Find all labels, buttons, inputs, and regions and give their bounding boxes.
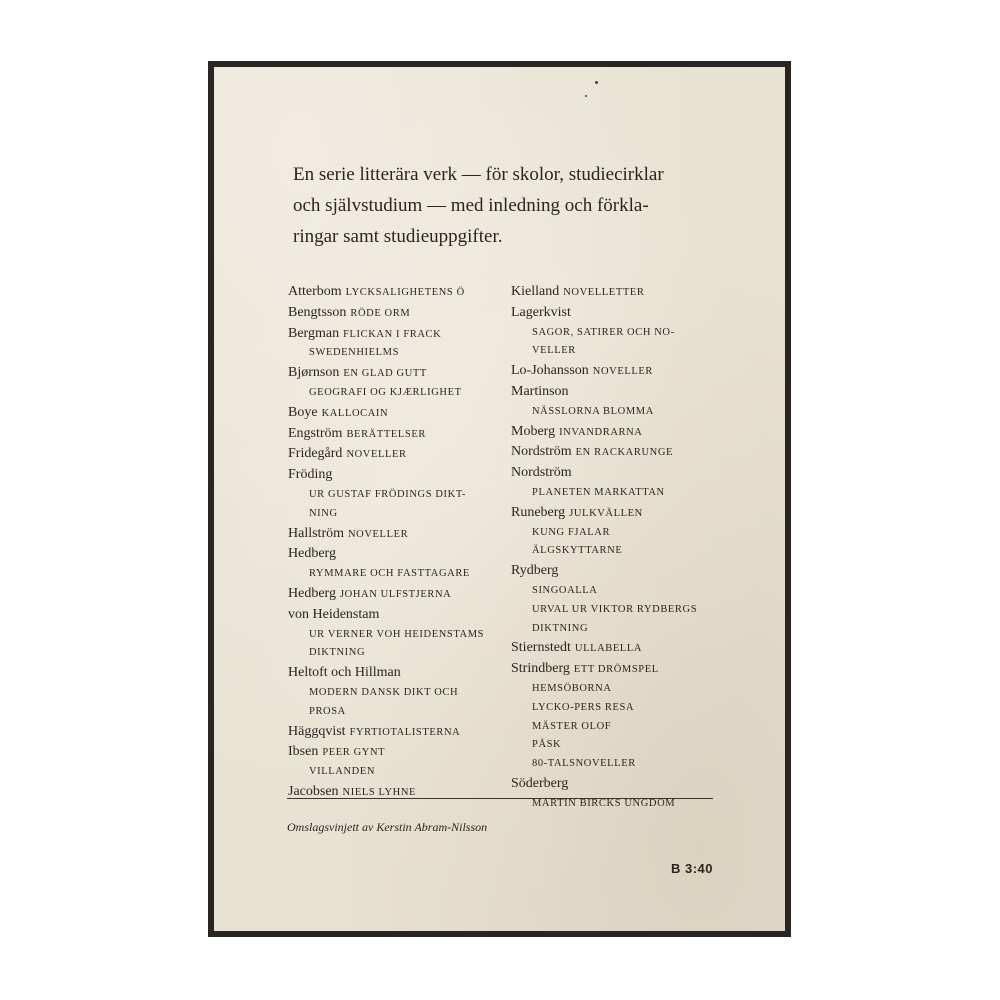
author-name: Kielland [511,284,560,299]
entry-first-line [288,444,503,463]
entry-first-line [511,774,726,793]
entry-first-line [288,544,503,563]
author-name: Atterbom [288,284,342,299]
entry-continuation-line [288,642,503,661]
catalog-left-column [288,282,503,803]
entry-first-line [288,605,503,624]
work-title: LYCKO-PERS RESA [532,701,635,713]
author-name: Jacobsen [288,783,339,799]
author-name: Söderberg [511,775,569,791]
catalog-entry [511,638,726,657]
entry-first-line [288,465,503,484]
catalog-entry [288,584,503,603]
work-title: MARTIN BIRCKS UNGDOM [532,797,676,809]
entry-first-line [288,324,503,343]
entry-first-line [511,361,726,380]
entry-first-line [511,561,726,580]
entry-continuation-line [288,761,503,780]
entry-continuation-line [511,580,726,599]
entry-first-line [288,303,503,322]
author-name: Hedberg [288,546,336,562]
author-name: Runeberg [511,504,566,520]
work-title: LYCKSALIGHETENS Ö [345,287,465,298]
catalog-entry [288,363,503,401]
cover-credit: Omslagsvinjett av Kerstin Abram-Nilsson [287,820,488,834]
work-title: VELLER [532,345,576,357]
author-name: Strindberg [511,661,570,677]
work-title: NOVELLER [592,366,653,378]
author-name: Lo-Johansson [511,363,589,379]
entry-continuation-line [288,382,503,401]
catalog-right-column [511,282,726,814]
catalog-entry [288,663,503,719]
entry-continuation-line [511,482,726,501]
work-title: NOVELLER [346,449,407,461]
catalog-entry [288,605,503,661]
entry-continuation-line [511,697,726,716]
work-title: SWEDENHIELMS [309,347,400,359]
author-name: Boye [288,404,318,420]
work-title: NÄSSLORNA BLOMMA [532,405,654,417]
work-title: ETT DRÖMSPEL [573,664,659,676]
work-title: RÖDE ORM [350,307,411,319]
work-title: INVANDRARNA [559,426,643,438]
work-title: EN GLAD GUTT [343,368,427,380]
entry-continuation-line [511,618,726,637]
entry-continuation-line [511,716,726,735]
work-title: EN RACKARUNGE [575,447,674,459]
catalog-entry [288,722,503,741]
author-name: Ibsen [288,744,319,760]
catalog-entry [288,742,503,780]
series-description [293,159,713,252]
author-name: Stiernstedt [511,640,571,656]
work-title: URVAL UR VIKTOR RYDBERGS [532,603,698,615]
entry-first-line [511,442,726,461]
catalog-entry [288,282,503,301]
entry-first-line [288,363,503,382]
paper-speck [585,95,587,97]
entry-continuation-line [511,401,726,420]
catalog-entry [288,424,503,443]
entry-continuation-line [511,793,726,812]
entry-first-line [288,524,503,543]
divider-rule [287,798,713,799]
work-title: RYMMARE OCH FASTTAGARE [309,568,470,580]
entry-first-line [288,742,503,761]
work-title: VILLANDEN [309,766,376,778]
work-title: 80-TALSNOVELLER [532,758,636,770]
work-title: UR VERNER VOH HEIDENSTAMS [309,628,485,640]
catalog-entry [511,503,726,559]
description-line: ringar samt studieuppgifter. [293,226,503,247]
work-title: ULLABELLA [574,643,643,655]
entry-first-line [288,584,503,603]
entry-continuation-line [288,484,503,503]
entry-continuation-line [288,563,503,582]
catalog-entry [288,303,503,322]
author-name: Martinson [511,383,569,399]
entry-first-line [511,638,726,657]
work-title: HEMSÖBORNA [532,682,612,694]
author-name: Nordström [511,465,572,481]
entry-continuation-line [511,734,726,753]
work-title: NOVELLETTER [563,287,645,298]
catalog-entry [511,774,726,812]
entry-continuation-line [511,599,726,618]
catalog-entry [511,442,726,461]
entry-first-line [288,663,503,682]
back-cover-page [214,67,785,931]
work-title: SINGOALLA [532,584,598,596]
catalog-entry [511,463,726,501]
entry-first-line [511,282,726,301]
work-title: UR GUSTAF FRÖDINGS DIKT- [309,488,466,500]
work-title: ÄLGSKYTTARNE [532,545,623,557]
description-line: En serie litterära verk — för skolor, studiecirklar [293,164,664,185]
entry-first-line [288,403,503,422]
entry-first-line [511,503,726,522]
work-title: JOHAN ULFSTJERNA [339,588,452,600]
work-title: SAGOR, SATIRER OCH NO- [532,326,675,338]
work-title: MODERN DANSK DIKT OCH [309,686,459,698]
entry-first-line [511,303,726,322]
work-title: NING [309,507,338,519]
author-name: Fridegård [288,446,343,462]
work-title: PROSA [309,705,346,717]
author-name: Rydberg [511,563,559,579]
author-name: Bergman [288,325,340,341]
author-name: Nordström [511,444,572,460]
entry-continuation-line [511,678,726,697]
work-title: KUNG FJALAR [532,526,611,538]
work-title: GEOGRAFI OG KJÆRLIGHET [309,386,462,398]
author-name: Hallström [288,525,344,541]
entry-continuation-line [288,503,503,522]
catalog-entry [511,659,726,772]
work-title: PLANETEN MARKATTAN [532,486,665,498]
description-line: och självstudium — med inledning och förkla- [293,195,649,216]
catalog-entry [511,282,726,301]
catalog-entry [511,303,726,359]
catalog-entry [288,544,503,582]
author-name: Häggqvist [288,723,346,739]
work-title: KALLOCAIN [321,407,389,419]
work-title: PÅSK [532,739,562,751]
author-name: Moberg [511,423,556,439]
entry-continuation-line [511,753,726,772]
entry-continuation-line [288,682,503,701]
work-title: JULKVÄLLEN [569,507,643,519]
catalog-entry [511,361,726,380]
entry-continuation-line [288,701,503,720]
work-title: FYRTIOTALISTERNA [349,726,461,738]
author-name: Heltoft och Hillman [288,665,401,681]
catalog-entry [511,382,726,420]
work-title: DIKTNING [309,647,366,659]
work-title: NIELS LYHNE [342,786,417,798]
entry-first-line [288,424,503,443]
paper-speck [595,81,598,84]
entry-continuation-line [288,624,503,643]
author-name: Engström [288,425,343,441]
catalog-entry [288,524,503,543]
work-title: FLICKAN I FRACK [343,328,442,340]
catalog-entry [288,444,503,463]
entry-continuation-line [511,340,726,359]
catalog-entry [288,324,503,362]
entry-first-line [511,659,726,678]
author-name: Lagerkvist [511,304,571,320]
author-name: Bjørnson [288,365,340,381]
work-title: PEER GYNT [322,747,386,759]
catalog-code: B 3:40 [671,861,714,876]
catalog-entry [288,465,503,521]
entry-continuation-line [511,522,726,541]
entry-first-line [511,382,726,401]
entry-first-line [511,422,726,441]
catalog-entry [288,403,503,422]
entry-continuation-line [288,342,503,361]
author-name: von Heidenstam [288,606,380,622]
entry-continuation-line [511,540,726,559]
work-title: NOVELLER [348,528,409,540]
entry-continuation-line [511,322,726,341]
author-name: Hedberg [288,585,336,601]
work-title: BERÄTTELSER [346,428,426,440]
work-title: MÄSTER OLOF [532,720,612,732]
entry-first-line [511,463,726,482]
author-name: Fröding [288,467,333,483]
catalog-entry [511,422,726,441]
entry-first-line [288,282,503,301]
author-name: Bengtsson [288,304,347,320]
work-title: DIKTNING [532,622,589,634]
catalog-entry [511,561,726,636]
entry-first-line [288,722,503,741]
